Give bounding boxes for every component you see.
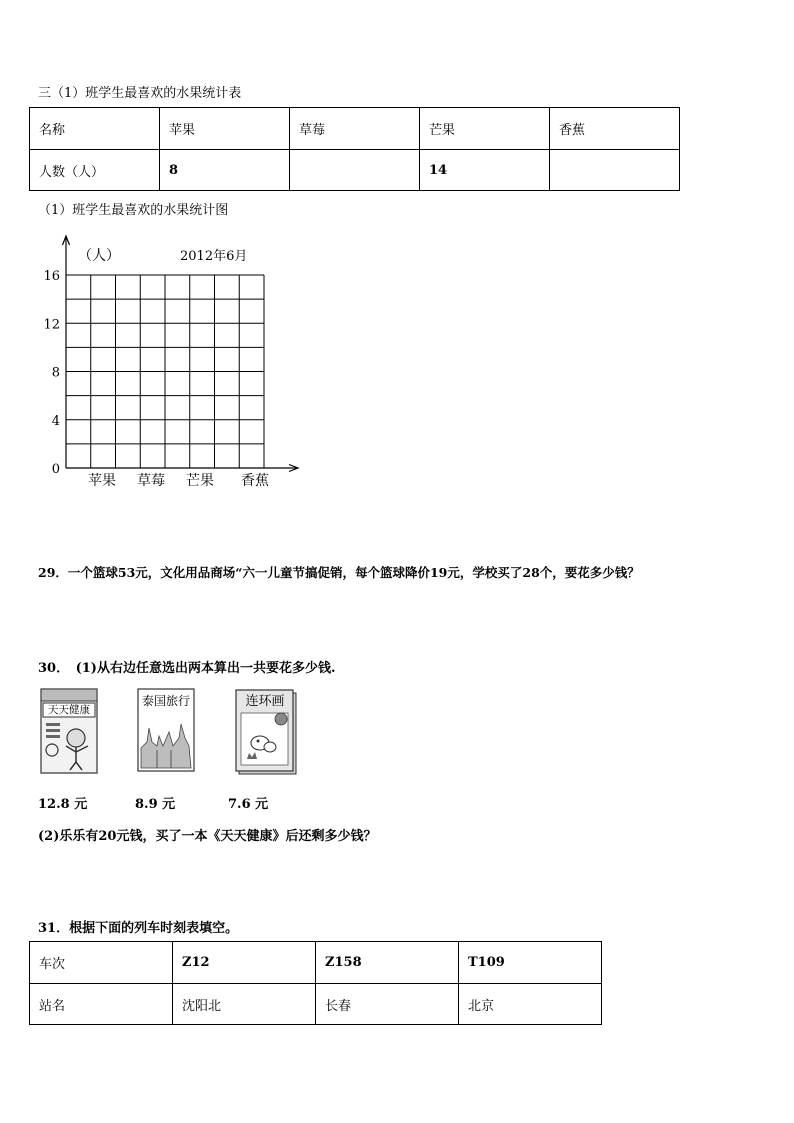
x-category-label: 芒果 bbox=[186, 473, 214, 489]
book-price bbox=[228, 793, 268, 812]
chart-title: 2012年6月 bbox=[180, 249, 248, 264]
book-price bbox=[135, 793, 175, 812]
table-cell: 沈阳北 bbox=[173, 984, 316, 1025]
table-cell: 14 bbox=[420, 150, 550, 191]
table-cell: T109 bbox=[459, 942, 602, 984]
table-cell: 长春 bbox=[316, 984, 459, 1025]
table-cell: 芒果 bbox=[420, 108, 550, 150]
book-lianhuanhua bbox=[235, 689, 297, 775]
table-cell: 人数（人） bbox=[30, 150, 160, 191]
y-unit-label: （人） bbox=[78, 248, 120, 264]
table-cell: 站名 bbox=[30, 984, 173, 1025]
book-cover-health-icon bbox=[40, 688, 98, 774]
y-tick-label: 12 bbox=[43, 317, 60, 333]
book-taiguo-lvxing bbox=[137, 688, 195, 772]
price-text: 8.9 元 bbox=[135, 797, 176, 812]
table-row bbox=[30, 984, 602, 1025]
book-title: 连环画 bbox=[245, 694, 285, 709]
table-row bbox=[30, 942, 602, 984]
bar-chart bbox=[0, 0, 794, 500]
y-tick-label: 16 bbox=[43, 269, 60, 284]
table-cell: 8 bbox=[160, 150, 290, 191]
table-cell: 车次 bbox=[30, 942, 173, 984]
book-title: 泰国旅行 bbox=[141, 694, 190, 708]
x-category-label: 苹果 bbox=[88, 473, 116, 489]
table-cell: 苹果 bbox=[160, 108, 290, 150]
table-cell: 香蕉 bbox=[550, 108, 680, 150]
table-cell: 北京 bbox=[459, 984, 602, 1025]
y-tick-label: 8 bbox=[51, 365, 60, 381]
price-text: 12.8 元 bbox=[38, 797, 88, 812]
question-30-intro: 30． (1)从右边任意选出两本算出一共要花多少钱. bbox=[38, 661, 336, 676]
x-category-label: 香蕉 bbox=[241, 473, 269, 489]
question-30-part2: (2)乐乐有20元钱，买了一本《天天健康》后还剩多少钱？ bbox=[38, 829, 377, 844]
book-title: 天天健康 bbox=[48, 704, 90, 716]
question-31: 31．根据下面的列车时刻表填空。 bbox=[38, 921, 239, 936]
price-text: 7.6 元 bbox=[228, 797, 269, 812]
book-price bbox=[38, 793, 87, 812]
table-cell: Z158 bbox=[316, 942, 459, 984]
x-category-label: 草莓 bbox=[137, 473, 165, 489]
train-schedule-table bbox=[29, 941, 602, 1025]
chart-caption: （1）班学生最喜欢的水果统计图 bbox=[38, 203, 229, 218]
book-tiantian-jiankang bbox=[40, 688, 98, 774]
question-29: 29．一个篮球53元，文化用品商场“六一儿童节搞促销，每个篮球降价19元，学校买了28个，要花多少钱？ bbox=[38, 565, 640, 580]
table-cell: 草莓 bbox=[290, 108, 420, 150]
table-cell: 名称 bbox=[30, 108, 160, 150]
y-tick-label: 0 bbox=[51, 462, 60, 477]
table-cell: Z12 bbox=[173, 942, 316, 984]
fruit-table-caption: 三（1）班学生最喜欢的水果统计表 bbox=[38, 86, 242, 101]
y-tick-label: 4 bbox=[51, 413, 60, 429]
